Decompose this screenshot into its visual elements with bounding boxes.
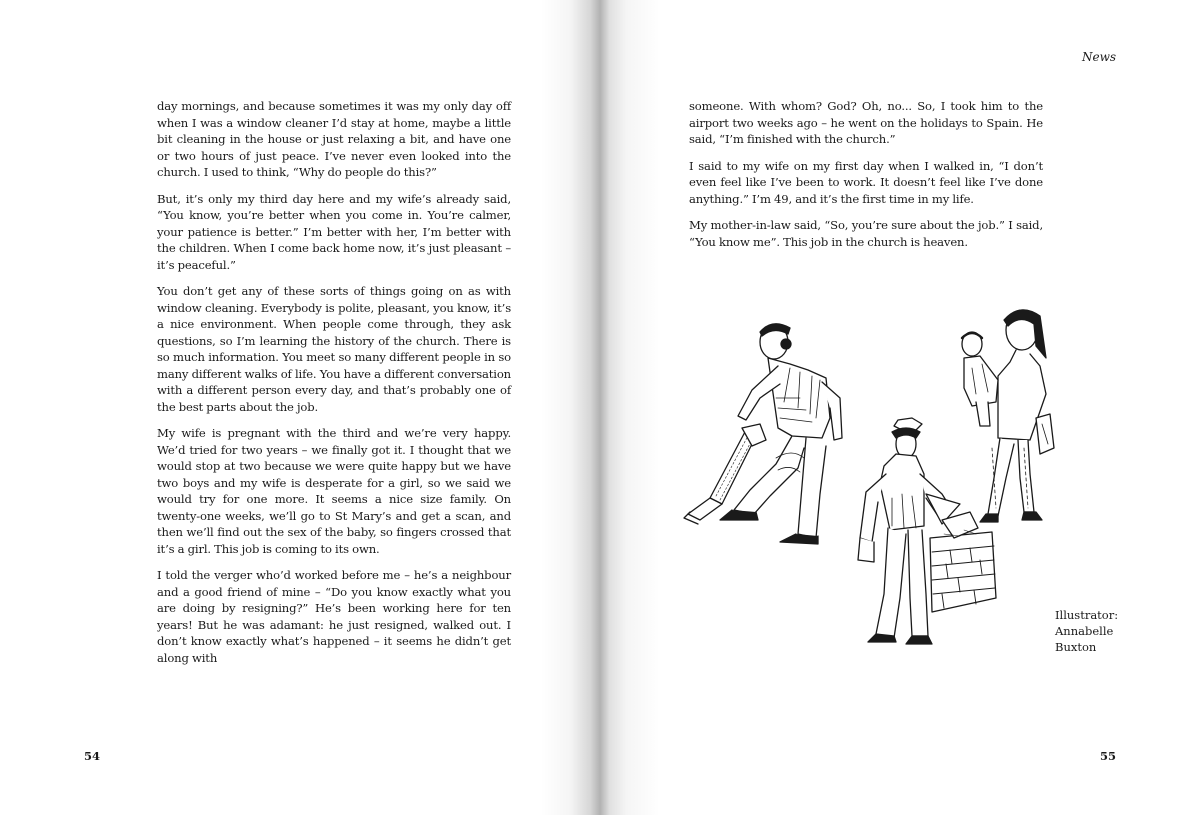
paragraph: I said to my wife on my first day when I walked in, “I don’t even feel like I’ve been to work. It doesn’t feel like I’ve done anything.” I’m 49, and it’s the first time in my life. — [689, 158, 1043, 206]
paragraph: My mother-in-law said, “So, you’re sure about the job.” I said, “You know me”. This job in the church is heaven. — [689, 218, 1043, 249]
paragraph: But, it’s only my third day here and my wife’s already said, “You know, you’re better when you come in. You’re calmer, your patience is better.” I’m better with her, I’m better with the children. When I come back home now, it’s just pleasant – it’s peaceful.” — [157, 191, 511, 272]
paragraph: someone. With whom? God? Oh, no... So, I took him to the airport two weeks ago – he went on the holidays to Spain. He said, “I’m finished with the church.” — [689, 99, 1043, 146]
paragraph: You don’t get any of these sorts of things going on as with window cleaning. Everybody is polite, pleasant, you know, it’s a nice environment. When people come through, they ask questions, so I’m learning the history of the church. There is so much information. You meet so many different people in so many different walks of life. You have a different conversation with a different person every day, and that’s probably one of the best parts about the job. — [157, 284, 511, 414]
paragraph: I told the verger who’d worked before me – he’s a neighbour and a good friend of mine – “Do you know exactly what you are doing by resigning?” He’s been working here for ten years! But he was adamant: he just resigned, walked out. I don’t know exactly what’s happened – it seems he didn’t get along with — [157, 568, 511, 665]
right-page-text-column — [689, 98, 1043, 260]
woman-with-child-figure — [962, 310, 1054, 522]
bricklayer-figure — [858, 418, 996, 644]
page-number-right: 55 — [1099, 749, 1116, 763]
chainsaw-worker-figure — [684, 324, 842, 544]
page-number-left: 54 — [84, 749, 101, 763]
left-page-text-column — [157, 98, 511, 676]
paragraph: My wife is pregnant with the third and we’re very happy. We’d tried for two years – we finally got it. I thought that we would stop at two because we were quite happy but we have two boys and my wife is desperate for a girl, so we said we would try for one more. It seems a nice size family. On twenty-one weeks, we’ll go to St Mary’s and get a scan, and then we’ll find out the sex of the baby, so fingers crossed that it’s a girl. This job is coming to its own. — [157, 426, 511, 556]
illustration-caption — [1055, 607, 1125, 655]
paragraph: day mornings, and because sometimes it was my only day off when I was a window cleaner I’d stay at home, maybe a little bit cleaning in the house or just relaxing a bit, and have one or two hours of just peace. I’ve never even looked into the church. I used to think, “Why do people do this?” — [157, 99, 511, 179]
caption-line: Buxton — [1055, 640, 1097, 654]
ink-drawing-workers-icon — [680, 298, 1060, 653]
caption-line: Annabelle — [1055, 624, 1114, 638]
caption-line: Illustrator: — [1055, 608, 1119, 622]
running-head: News — [1081, 50, 1116, 64]
